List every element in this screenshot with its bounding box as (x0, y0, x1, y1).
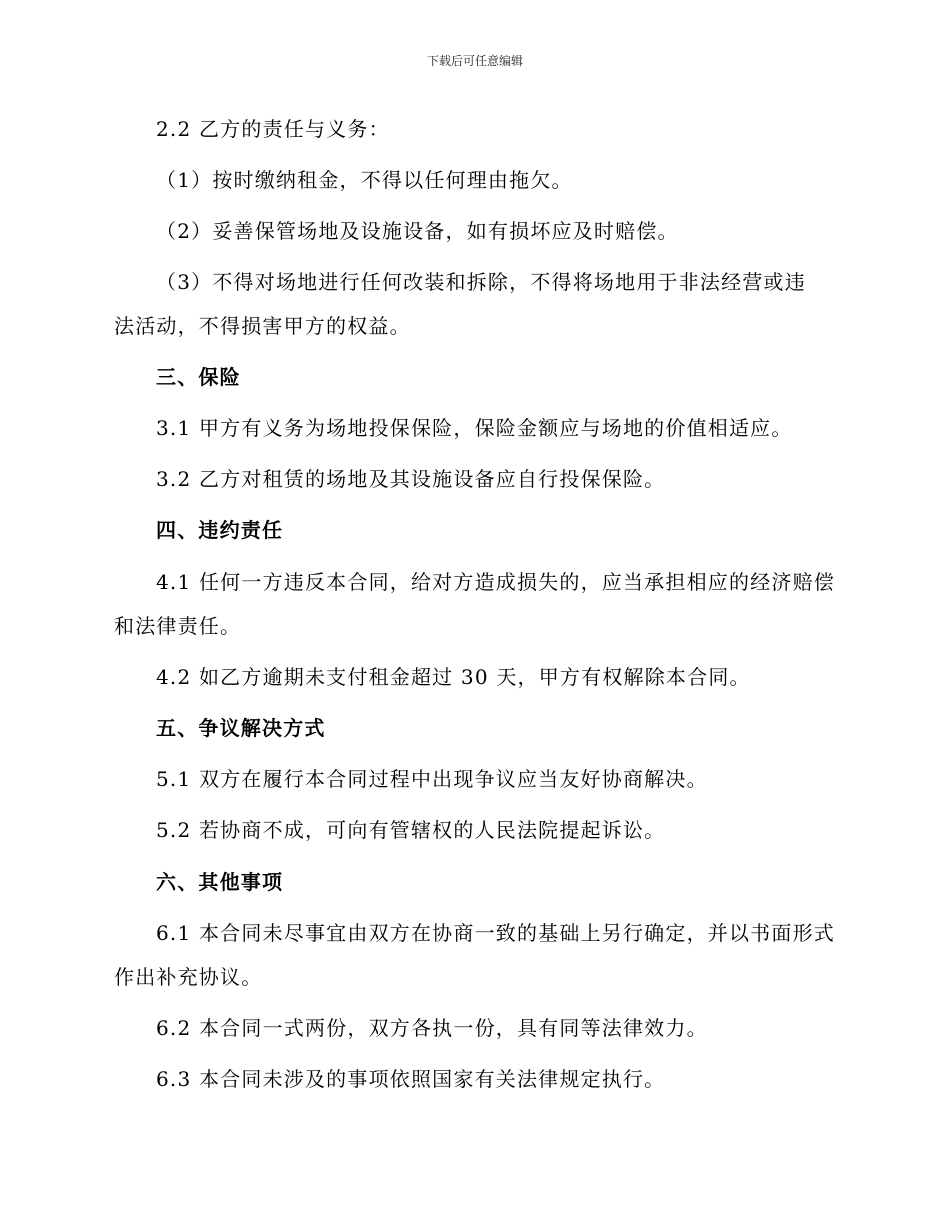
section-4-1-line-1: 4.1 任何一方违反本合同，给对方造成损失的，应当承担相应的经济赔偿 (156, 570, 835, 594)
section-2-2-title: 2.2 乙方的责任与义务： (156, 117, 390, 141)
section-4-1-line-2: 和法律责任。 (114, 614, 242, 638)
section-5-2: 5.2 若协商不成，可向有管辖权的人民法院提起诉讼。 (156, 818, 666, 842)
section-3-1: 3.1 甲方有义务为场地投保保险，保险金额应与场地的价值相适应。 (156, 416, 793, 440)
heading-other-matters: 六、其他事项 (156, 870, 284, 894)
section-5-1: 5.1 双方在履行本合同过程中出现争议应当友好协商解决。 (156, 767, 708, 791)
section-6-3: 6.3 本合同未涉及的事项依照国家有关法律规定执行。 (156, 1067, 666, 1091)
section-6-2: 6.2 本合同一式两份，双方各执一份，具有同等法律效力。 (156, 1016, 708, 1040)
heading-insurance: 三、保险 (156, 365, 241, 389)
section-6-1-line-2: 作出补充协议。 (114, 965, 263, 989)
section-2-2-item-3-line-1: （3）不得对场地进行任何改装和拆除，不得将场地用于非法经营或违 (156, 270, 806, 294)
section-2-2-item-3-line-2: 法活动，不得损害甲方的权益。 (114, 314, 411, 338)
page-header: 下载后可任意编辑 (426, 54, 523, 68)
section-6-1-line-1: 6.1 本合同未尽事宜由双方在协商一致的基础上另行确定，并以书面形式 (156, 921, 835, 945)
section-4-2: 4.2 如乙方逾期未支付租金超过 30 天，甲方有权解除本合同。 (156, 665, 751, 689)
section-2-2-item-2: （2）妥善保管场地及设施设备，如有损坏应及时赔偿。 (156, 219, 679, 243)
section-3-2: 3.2 乙方对租赁的场地及其设施设备应自行投保保险。 (156, 467, 666, 491)
heading-dispute-resolution: 五、争议解决方式 (156, 716, 326, 740)
heading-breach-liability: 四、违约责任 (156, 518, 284, 542)
section-2-2-item-1: （1）按时缴纳租金，不得以任何理由拖欠。 (156, 168, 573, 192)
